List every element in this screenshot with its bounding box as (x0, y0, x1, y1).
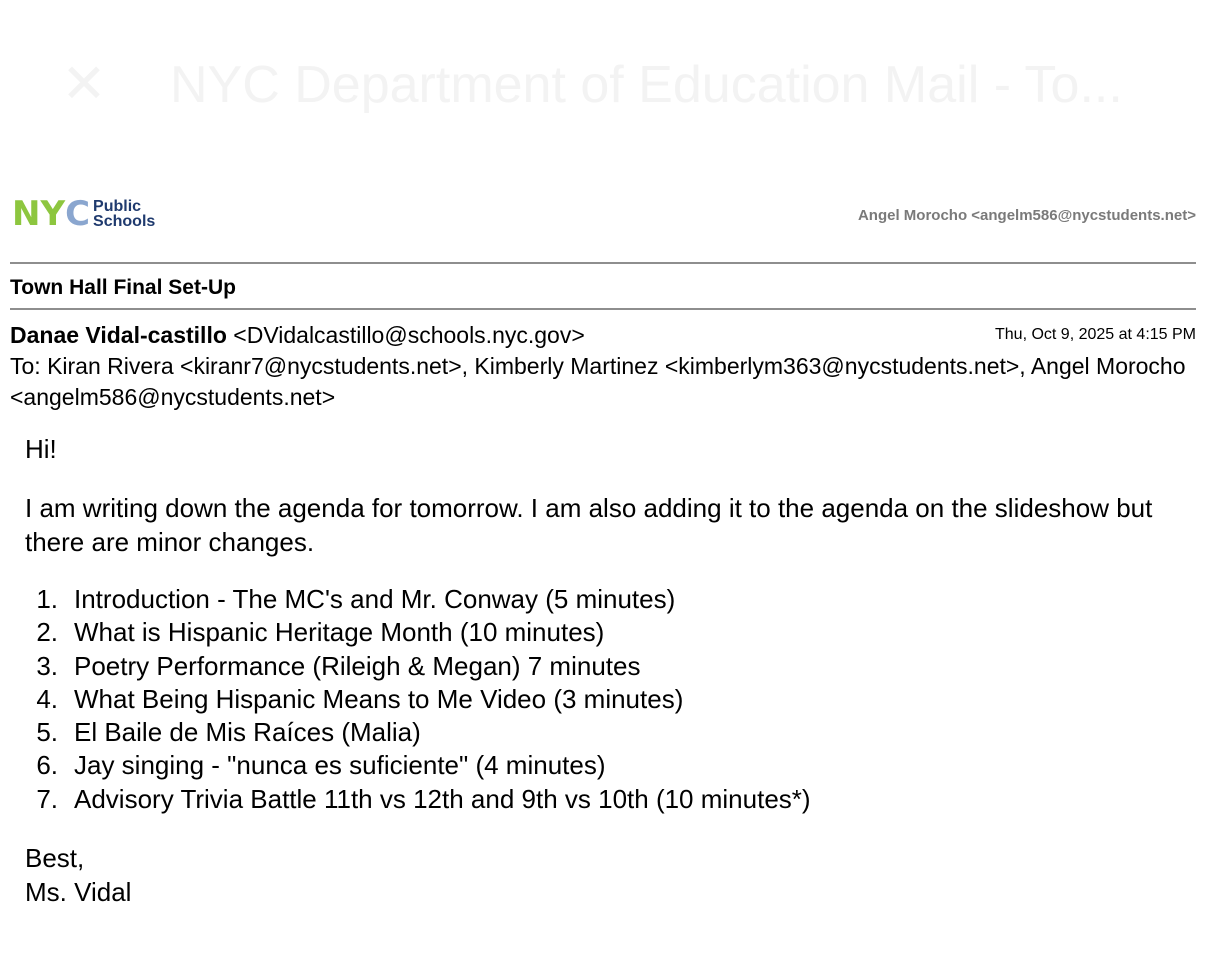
divider-bottom (10, 308, 1196, 310)
list-item (25, 716, 1185, 749)
list-item (25, 683, 1185, 716)
list-text: Advisory Trivia Battle 11th vs 12th and 9th vs 10th (10 minutes*) (74, 783, 811, 814)
logo-wordmark (93, 199, 155, 229)
email-subject: Town Hall Final Set-Up (10, 276, 236, 299)
list-number: 5. (36, 717, 58, 748)
list-number: 7. (36, 783, 58, 814)
list-number: 2. (36, 617, 58, 648)
intro-paragraph: I am writing down the agenda for tomorrow. I am also adding it to the agenda on the slideshow but there are minor changes. (25, 493, 1153, 557)
list-text: Introduction - The MC's and Mr. Conway (5 minutes) (74, 584, 676, 614)
logo-letter-n: N (12, 194, 40, 234)
signoff (25, 841, 1185, 909)
signature: Ms. Vidal (25, 877, 132, 908)
logo-mark (12, 194, 90, 234)
list-text: El Baile de Mis Raíces (Malia) (74, 717, 421, 748)
sender-email: <DVidalcastillo@schools.nyc.gov> (233, 322, 585, 348)
list-number: 4. (36, 683, 58, 714)
list-item (25, 650, 1185, 683)
email-date: Thu, Oct 9, 2025 at 4:15 PM (995, 326, 1196, 343)
nyc-public-schools-logo (12, 194, 156, 234)
list-number: 6. (36, 750, 58, 781)
closing: Best, (25, 843, 85, 874)
list-item (25, 616, 1185, 649)
logo-line-schools: Schools (93, 213, 156, 230)
divider-top (10, 262, 1196, 264)
greeting: Hi! (25, 434, 57, 464)
sheet-title: NYC Department of Education Mail - To... (170, 56, 1123, 114)
list-text: Jay singing - "nunca es suficiente" (4 minutes) (74, 750, 606, 781)
logo-letter-c: C (65, 194, 90, 234)
sender-line (10, 320, 970, 350)
sender-name: Danae Vidal-castillo (10, 322, 227, 348)
logo-letter-y: Y (40, 194, 65, 234)
list-item (25, 783, 1185, 816)
list-text: Poetry Performance (Rileigh & Megan) 7 minutes (74, 650, 641, 681)
close-icon[interactable]: ✕ (61, 54, 107, 114)
logo-line-public: Public (93, 198, 142, 215)
email-body (25, 432, 1185, 909)
sheet-header (0, 0, 1206, 170)
recipients-line: To: Kiran Rivera <kiranr7@nycstudents.net>, Kimberly Martinez <kimberlym363@nycstudents.net>, Angel Morocho <angelm586@nycstudents.net> (10, 353, 1186, 410)
list-item (25, 583, 1185, 616)
list-number: 3. (36, 650, 58, 681)
list-item (25, 749, 1185, 782)
agenda-list (25, 583, 1185, 816)
list-text: What is Hispanic Heritage Month (10 minutes) (74, 617, 605, 648)
account-address: Angel Morocho <angelm586@nycstudents.net> (857, 207, 1196, 224)
list-number: 1. (36, 584, 58, 614)
list-text: What Being Hispanic Means to Me Video (3 minutes) (74, 683, 684, 714)
